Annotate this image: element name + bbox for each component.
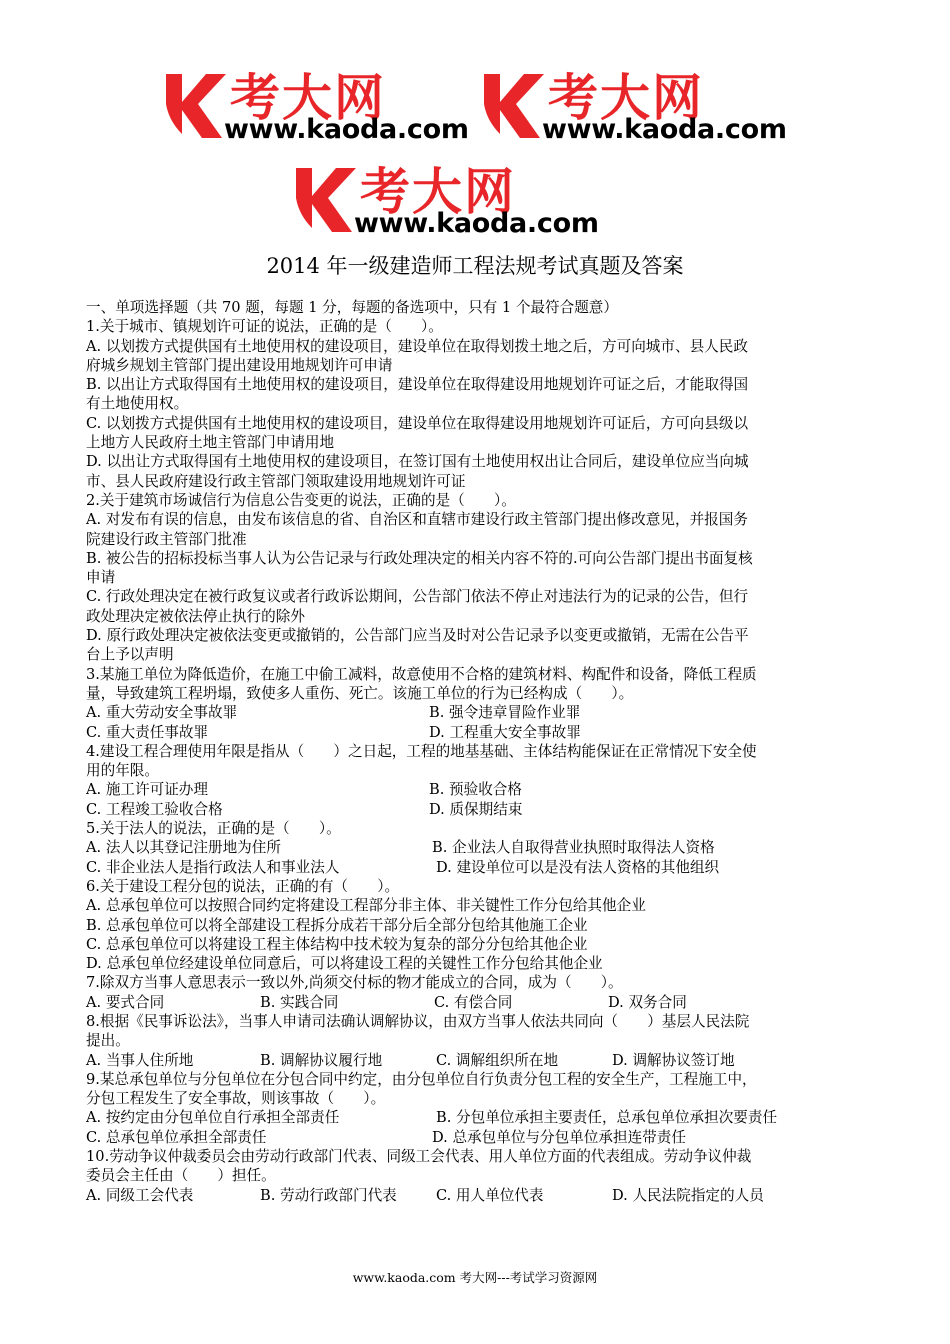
document-title: 2014 年一级建造师工程法规考试真题及答案 (266, 254, 684, 278)
option-d-cont: 台上予以声明 (86, 646, 174, 664)
option-row (86, 1108, 866, 1127)
option-d: D. 总承包单位经建设单位同意后，可以将建设工程的关键性工作分包给其他企业 (86, 955, 603, 973)
option-row (86, 858, 866, 877)
option-a: A. 要式合同 (86, 993, 165, 1011)
option-row (86, 1128, 866, 1147)
question-stem: 1.关于城市、镇规划许可证的说法，正确的是（ ）。 (86, 318, 443, 336)
option-b: B. 以出让方式取得国有土地使用权的建设项目，建设单位在取得建设用地规划许可证之后，才能取得国 (86, 376, 749, 394)
option-d: D. 建设单位可以是没有法人资格的其他组织 (436, 858, 720, 876)
option-d: D. 双务合同 (608, 993, 687, 1011)
page-footer: www.kaoda.com 考大网---考试学习资源网 (352, 1270, 598, 1285)
option-d: D. 质保期结束 (429, 800, 523, 818)
option-b: B. 预验收合格 (429, 781, 522, 799)
question-stem-cont: 分包工程发生了安全事故，则该事故（ ）。 (86, 1090, 386, 1108)
question-stem: 9.某总承包单位与分包单位在分包合同中约定，由分包单位自行负责分包工程的安全生产，工程施工中， (86, 1070, 757, 1088)
logo-chinese-name: 考大网 (548, 69, 704, 127)
option-d-cont: 市、县人民政府建设行政主管部门领取建设用地规划许可证 (86, 472, 466, 490)
question-stem: 7.除双方当事人意思表示一致以外,尚须交付标的物才能成立的合同，成为（ ）。 (86, 974, 623, 992)
option-row (86, 838, 866, 857)
question-stem: 4.建设工程合理使用年限是指从（ ）之日起，工程的地基基础、主体结构能保证在正常情况下安全使 (86, 742, 757, 760)
option-a: A. 施工许可证办理 (86, 781, 208, 799)
question-stem: 10.劳动争议仲裁委员会由劳动行政部门代表、同级工会代表、用人单位方面的代表组成。劳动争议仲裁 (86, 1148, 752, 1166)
option-d: D. 工程重大安全事故罪 (429, 723, 581, 741)
option-b-cont: 申请 (86, 569, 116, 587)
k-logo-icon (480, 68, 550, 140)
question-stem-cont: 委员会主任由（ ）担任。 (86, 1167, 276, 1185)
k-logo-icon (292, 162, 362, 234)
option-a: A. 对发布有误的信息，由发布该信息的省、自治区和直辖市建设行政主管部门提出修改意见，并报国务 (86, 511, 748, 529)
option-b: B. 实践合同 (260, 993, 339, 1011)
option-a: A. 重大劳动安全事故罪 (86, 704, 238, 722)
option-c: C. 重大责任事故罪 (86, 723, 209, 741)
option-a: A. 法人以其登记注册地为住所 (86, 839, 281, 857)
option-a: A. 当事人住所地 (86, 1051, 194, 1069)
logo-chinese-name: 考大网 (360, 163, 516, 221)
option-c: C. 工程竣工验收合格 (86, 800, 223, 818)
option-b: B. 分包单位承担主要责任，总承包单位承担次要责任 (436, 1109, 778, 1127)
logo-chinese-name: 考大网 (230, 69, 386, 127)
option-c: C. 总承包单位承担全部责任 (86, 1128, 267, 1146)
option-row (86, 993, 866, 1012)
question-stem: 8.根据《民事诉讼法》，当事人申请司法确认调解协议，由双方当事人依法共同向（ ）基层人民法院 (86, 1012, 750, 1030)
question-stem-cont: 提出。 (86, 1032, 130, 1050)
option-d: D. 总承包单位与分包单位承担连带责任 (432, 1128, 686, 1146)
option-c: C. 有偿合同 (434, 993, 513, 1011)
logo-url: www.kaoda.com (354, 208, 599, 239)
option-row (86, 800, 866, 819)
option-b: B. 被公告的招标投标当事人认为公告记录与行政处理决定的相关内容不符的.可向公告部门提出书面复核 (86, 549, 753, 567)
option-row (86, 723, 866, 742)
option-b: B. 企业法人自取得营业执照时取得法人资格 (432, 839, 715, 857)
option-c: C. 用人单位代表 (436, 1186, 544, 1204)
option-b-cont: 有土地使用权。 (86, 395, 189, 413)
section-header: 一、单项选择题（共 70 题，每题 1 分，每题的备选项中，只有 1 个最符合题意） (86, 299, 618, 316)
option-b: B. 强令违章冒险作业罪 (429, 704, 581, 722)
question-stem: 2.关于建筑市场诚信行为信息公告变更的说法，正确的是（ ）。 (86, 491, 516, 509)
option-b: B. 调解协议履行地 (260, 1051, 383, 1069)
question-stem-cont: 用的年限。 (86, 762, 159, 780)
option-c: C. 总承包单位可以将建设工程主体结构中技术较为复杂的部分分包给其他企业 (86, 935, 588, 953)
option-d: D. 调解协议签订地 (612, 1051, 735, 1069)
option-a: A. 总承包单位可以按照合同约定将建设工程部分非主体、非关键性工作分包给其他企业 (86, 897, 646, 915)
option-a-cont: 府城乡规划主管部门提出建设用地规划许可申请 (86, 356, 393, 374)
option-d: D. 以出让方式取得国有土地使用权的建设项目，在签订国有土地使用权出让合同后，建设单位应当向城 (86, 453, 749, 471)
logo-url: www.kaoda.com (224, 114, 469, 145)
option-a-cont: 院建设行政主管部门批准 (86, 530, 247, 548)
question-stem: 3.某施工单位为降低造价，在施工中偷工减料，故意使用不合格的建筑材料、构配件和设备，降低工程质 (86, 665, 757, 683)
option-c: C. 调解组织所在地 (436, 1051, 559, 1069)
question-stem: 6.关于建设工程分包的说法，正确的有（ ）。 (86, 877, 400, 895)
option-row (86, 1051, 866, 1070)
k-logo-icon (162, 68, 232, 140)
option-row (86, 1186, 866, 1205)
question-stem: 5.关于法人的说法，正确的是（ ）。 (86, 820, 341, 838)
option-c: C. 行政处理决定在被行政复议或者行政诉讼期间，公告部门依法不停止对违法行为的记录的公告，但行 (86, 588, 749, 606)
option-row (86, 703, 866, 722)
option-a: A. 按约定由分包单位自行承担全部责任 (86, 1109, 340, 1127)
option-d: D. 原行政处理决定被依法变更或撤销的，公告部门应当及时对公告记录予以变更或撤销，无需在公告平 (86, 627, 749, 645)
exam-content (86, 298, 866, 1205)
option-c: C. 非企业法人是指行政法人和事业法人 (86, 858, 340, 876)
logo-url: www.kaoda.com (542, 114, 787, 145)
option-b: B. 劳动行政部门代表 (260, 1186, 397, 1204)
option-row (86, 780, 866, 799)
option-c-cont: 上地方人民政府土地主管部门申请用地 (86, 434, 335, 452)
option-a: A. 同级工会代表 (86, 1186, 194, 1204)
option-c: C. 以划拨方式提供国有土地使用权的建设项目，建设单位在取得建设用地规划许可证后，方可向县级以 (86, 414, 749, 432)
question-stem-cont: 量，导致建筑工程坍塌，致使多人重伤、死亡。该施工单位的行为已经构成（ ）。 (86, 684, 634, 702)
option-a: A. 以划拨方式提供国有土地使用权的建设项目，建设单位在取得划拨土地之后，方可向城市、县人民政 (86, 337, 748, 355)
option-b: B. 总承包单位可以将全部建设工程拆分成若干部分后全部分包给其他施工企业 (86, 916, 588, 934)
option-d: D. 人民法院指定的人员 (612, 1186, 764, 1204)
option-c-cont: 政处理决定被依法停止执行的除外 (86, 607, 305, 625)
